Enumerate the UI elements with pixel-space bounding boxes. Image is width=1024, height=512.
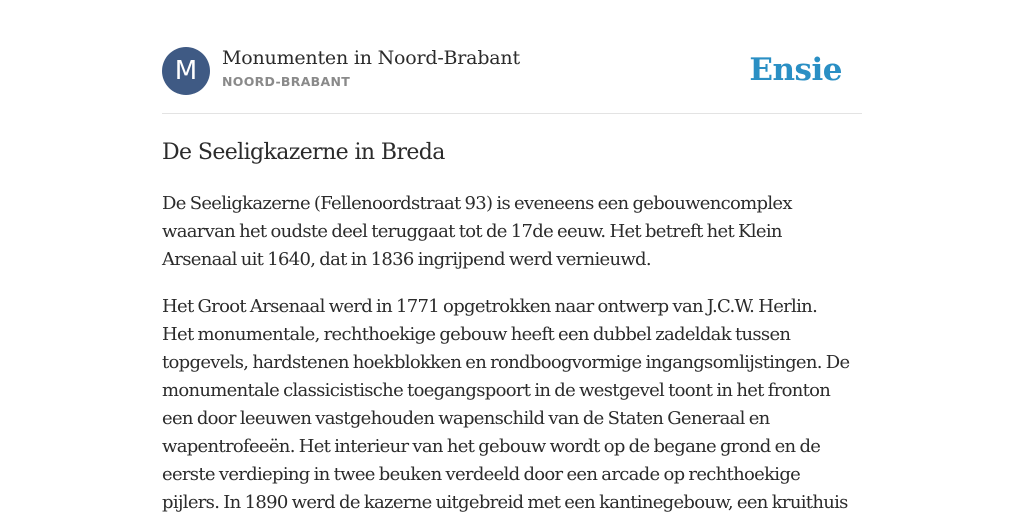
paragraph-line: een door leeuwen vastgehouden wapenschild van de Staten Generaal en: [162, 408, 770, 429]
paragraph-line: Arsenaal uit 1640, dat in 1836 ingrijpend werd vernieuwd.: [162, 249, 651, 270]
paragraph-line: Het Groot Arsenaal werd in 1771 opgetrokken naar ontwerp van J.C.W. Herlin.: [162, 296, 818, 317]
paragraph-line: De Seeligkazerne (Fellenoordstraat 93) is eveneens een gebouwencomplex: [162, 193, 792, 214]
ensie-logo[interactable]: Ensie: [749, 52, 842, 88]
avatar[interactable]: M: [162, 47, 210, 95]
site-title[interactable]: Monumenten in Noord-Brabant: [222, 47, 520, 69]
paragraph-line: waarvan het oudste deel teruggaat tot de 17de eeuw. Het betreft het Klein: [162, 221, 782, 242]
paragraph-line: eerste verdieping in twee beuken verdeeld door een arcade op rechthoekige: [162, 464, 801, 485]
paragraph-line: monumentale classicistische toegangspoort in de westgevel toont in het fronton: [162, 380, 831, 401]
paragraph-line: pijlers. In 1890 werd de kazerne uitgebreid met een kantinegebouw, een kruithuis: [162, 492, 848, 512]
article: [162, 138, 862, 512]
paragraph-line: Het monumentale, rechthoekige gebouw heeft een dubbel zadeldak tussen: [162, 324, 791, 345]
paragraph-line: wapentrofeeën. Het interieur van het gebouw wordt op de begane grond en de: [162, 436, 821, 457]
article-paragraph-1: [162, 190, 862, 274]
article-paragraph-2: [162, 293, 862, 512]
article-title: De Seeligkazerne in Breda: [162, 140, 445, 165]
site-subtitle[interactable]: NOORD-BRABANT: [222, 74, 351, 89]
paragraph-line: topgevels, hardstenen hoekblokken en rondboogvormige ingangsomlijstingen. De: [162, 352, 850, 373]
header: [162, 46, 862, 96]
header-divider: [162, 113, 862, 114]
